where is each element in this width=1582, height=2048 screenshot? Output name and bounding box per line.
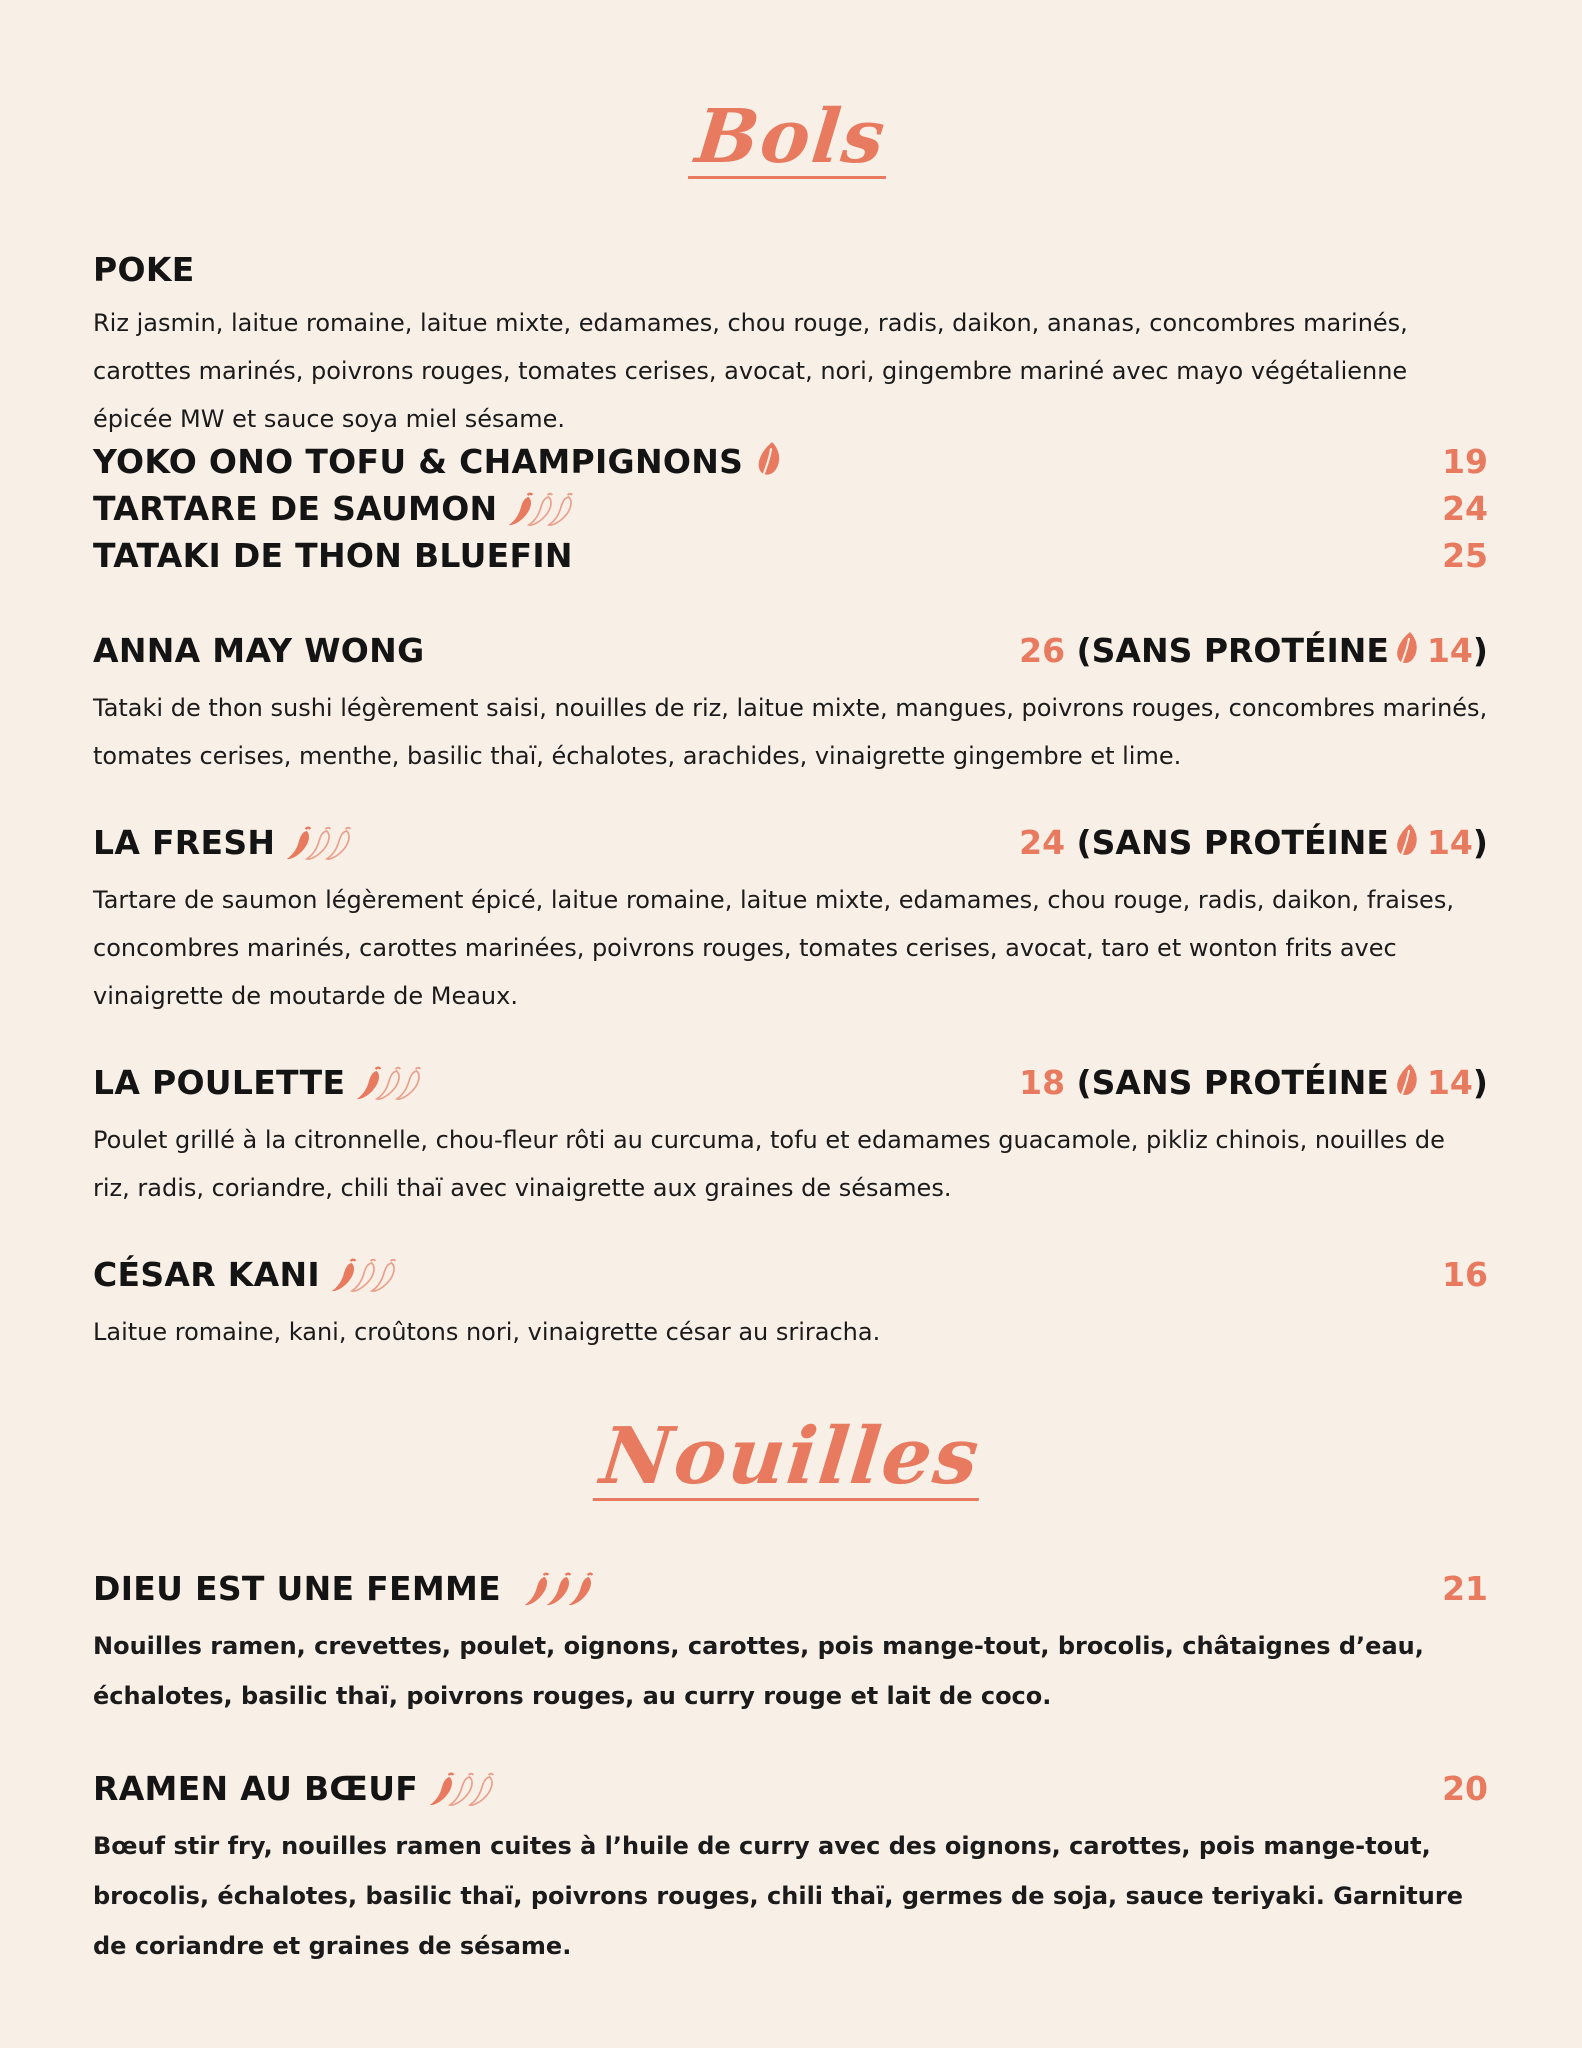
menu-item-dieu-est-une-femme — [93, 1568, 1488, 1609]
item-description: Poulet grillé à la citronnelle, chou-fleur rôti au curcuma, tofu et edamames guacamole, pikliz chinois, nouilles de riz, radis, coriandre, chili thaï avec vinaigrette aux graines de sésames. — [93, 1126, 1445, 1202]
sans-proteine-label: SANS PROTÉINE — [1091, 822, 1389, 862]
leaf-icon — [1393, 630, 1421, 670]
price-block: 24 ( SANS PROTÉINE 14 ) — [1019, 822, 1488, 862]
chili-rating — [523, 1568, 595, 1609]
item-name: LA FRESH — [93, 822, 353, 863]
poke-option-row — [93, 488, 1488, 529]
chili-icon — [325, 825, 353, 863]
leaf-icon — [1393, 822, 1421, 862]
price-block: 26 ( SANS PROTÉINE 14 ) — [1019, 630, 1488, 670]
menu-item-cesar-kani — [93, 1254, 1488, 1295]
item-description: Bœuf stir fry, nouilles ramen cuites à l’huile de curry avec des oignons, carottes, pois mange-tout, brocolis, échalotes, basilic thaï, poivrons rouges, chili thaï, germes de soja, sauce teriyaki. Garniture de coriandre et graines de sésame. — [93, 1832, 1463, 1960]
sans-proteine-label: SANS PROTÉINE — [1091, 630, 1389, 670]
item-description: Laitue romaine, kani, croûtons nori, vinaigrette césar au sriracha. — [93, 1318, 881, 1346]
chili-icon — [547, 491, 575, 529]
item-price: 26 — [1019, 630, 1066, 670]
price-block: 18 ( SANS PROTÉINE 14 ) — [1019, 1062, 1488, 1102]
item-description: Riz jasmin, laitue romaine, laitue mixte, edamames, chou rouge, radis, daikon, ananas, concombres marinés, carottes marinés, poivrons rouges, tomates cerises, avocat, nori, gingembre mariné avec mayo végétalienne épicée MW et sauce soya miel sésame. — [93, 309, 1408, 433]
poke-option-row — [93, 440, 1488, 482]
item-name: POKE — [93, 250, 195, 289]
item-price: 20 — [1442, 1768, 1488, 1808]
item-description: Tartare de saumon légèrement épicé, laitue romaine, laitue mixte, edamames, chou rouge, radis, daikon, fraises, concombres marinés, carottes marinées, poivrons rouges, tomates cerises, avocat, taro et wonton frits avec vinaigrette de moutarde de Meaux. — [93, 886, 1454, 1010]
item-name: ANNA MAY WONG — [93, 630, 425, 670]
chili-rating — [355, 1062, 423, 1103]
leaf-icon — [1393, 1062, 1421, 1102]
chili-rating — [285, 822, 353, 863]
menu-item-la-fresh — [93, 822, 1488, 863]
item-price: 21 — [1442, 1568, 1488, 1608]
chili-icon — [567, 1571, 595, 1609]
menu-item-anna-may-wong — [93, 630, 1488, 670]
chili-icon — [468, 1771, 496, 1809]
item-name: CÉSAR KANI — [93, 1254, 398, 1295]
item-name: LA POULETTE — [93, 1062, 423, 1103]
chili-rating — [330, 1254, 398, 1295]
section-title-nouilles: Nouilles — [93, 1418, 1488, 1501]
menu-item-ramen-au-boeuf — [93, 1768, 1488, 1809]
option-name: TARTARE DE SAUMON — [93, 488, 575, 529]
item-description: Nouilles ramen, crevettes, poulet, oignons, carottes, pois mange-tout, brocolis, châtaignes d’eau, échalotes, basilic thaï, poivrons rouges, au curry rouge et lait de coco. — [93, 1632, 1424, 1710]
sans-proteine-price: 14 — [1426, 822, 1473, 862]
chili-icon — [370, 1257, 398, 1295]
item-name: RAMEN AU BŒUF — [93, 1768, 496, 1809]
chili-rating — [428, 1768, 496, 1809]
sans-proteine-price: 14 — [1426, 1062, 1473, 1102]
sans-proteine-label: SANS PROTÉINE — [1091, 1062, 1389, 1102]
item-name: DIEU EST UNE FEMME — [93, 1568, 595, 1609]
section-title-bols: Bols — [93, 100, 1488, 179]
poke-option-row — [93, 536, 1488, 575]
item-price: 18 — [1019, 1062, 1066, 1102]
item-description: Tataki de thon sushi légèrement saisi, nouilles de riz, laitue mixte, mangues, poivrons rouges, concombres marinés, tomates cerises, menthe, basilic thaï, échalotes, arachides, vinaigrette gingembre et lime. — [93, 694, 1488, 770]
option-name: TATAKI DE THON BLUEFIN — [93, 536, 573, 575]
option-price: 25 — [1442, 536, 1488, 575]
sans-proteine-price: 14 — [1426, 630, 1473, 670]
option-price: 19 — [1442, 441, 1488, 481]
item-price: 24 — [1019, 822, 1066, 862]
option-price: 24 — [1442, 488, 1488, 528]
menu-item-poke — [93, 250, 1488, 289]
menu-item-la-poulette — [93, 1062, 1488, 1103]
item-price: 16 — [1442, 1254, 1488, 1294]
chili-icon — [395, 1065, 423, 1103]
chili-rating — [507, 488, 575, 529]
leaf-icon — [755, 440, 783, 482]
option-name: YOKO ONO TOFU & CHAMPIGNONS — [93, 440, 783, 482]
